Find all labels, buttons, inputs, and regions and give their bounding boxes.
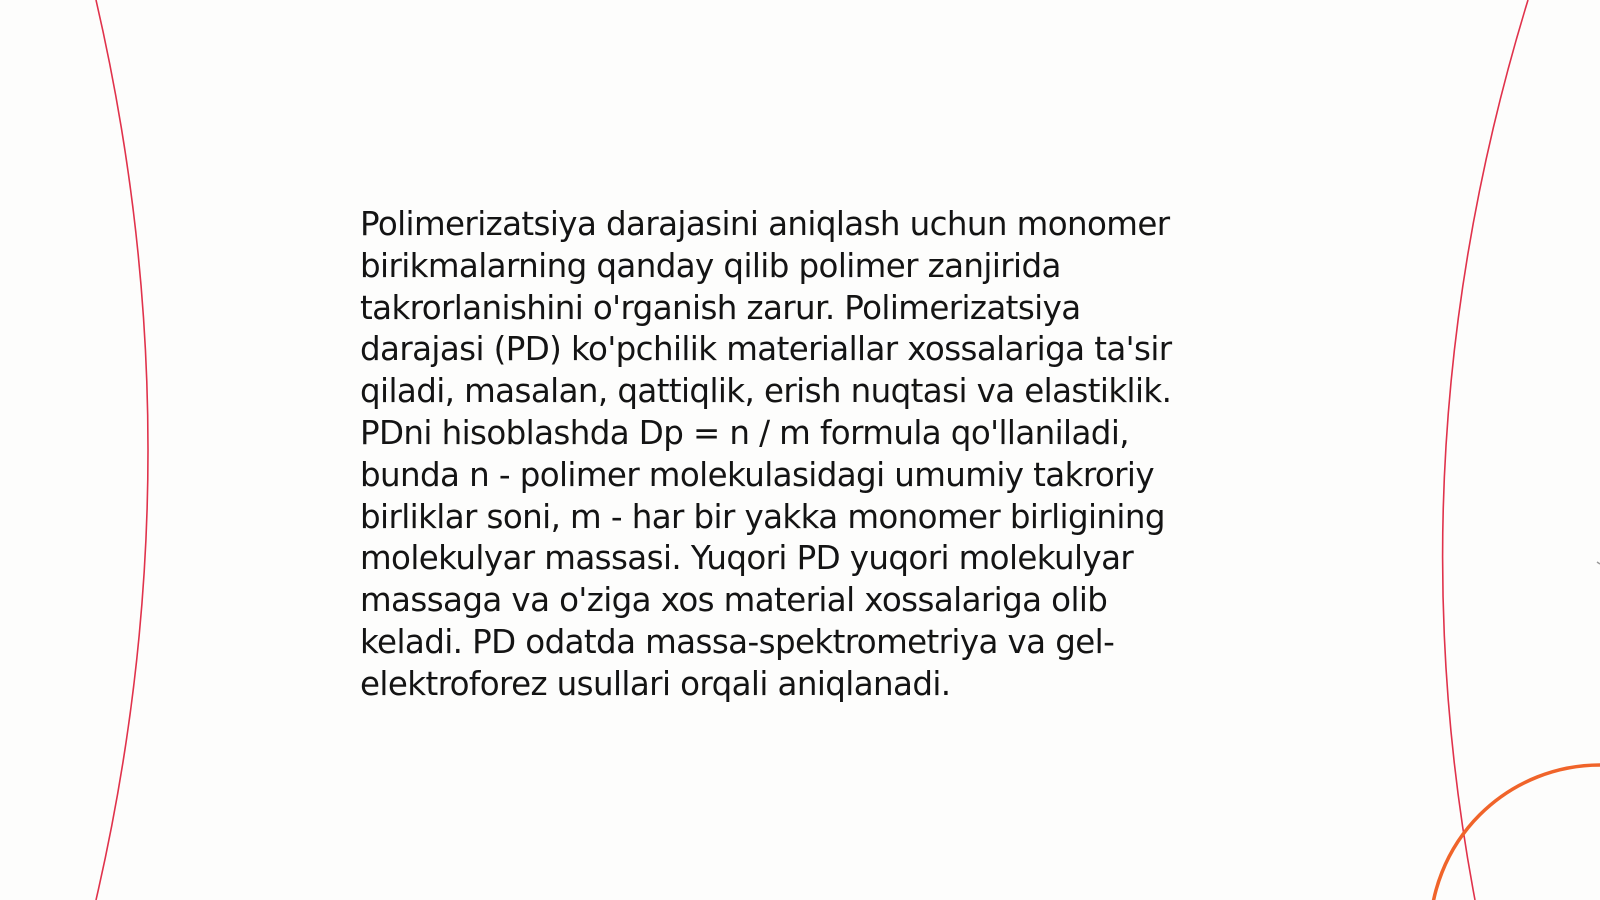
paragraph-line: molekulyar massasi. Yuqori PD yuqori molekulyar <box>360 539 1134 578</box>
paragraph-line: bunda n - polimer molekulasidagi umumiy takroriy <box>360 455 1154 494</box>
paragraph-line: elektroforez usullari orqali aniqlanadi. <box>360 664 951 703</box>
paragraph-line: darajasi (PD) ko'pchilik materiallar xossalariga ta'sir <box>360 330 1172 369</box>
paragraph-line: Polimerizatsiya darajasini aniqlash uchun monomer <box>360 205 1170 243</box>
right-curve <box>1443 0 1528 900</box>
paragraph-line: birliklar soni, m - har bir yakka monomer birligining <box>360 497 1165 536</box>
body-paragraph <box>360 204 1210 706</box>
orange-circle-arc <box>1430 765 1600 900</box>
paragraph-line: PDni hisoblashda Dp = n / m formula qo'llaniladi, <box>360 413 1129 452</box>
paragraph-line: takrorlanishini o'rganish zarur. Polimerizatsiya <box>360 288 1081 327</box>
paragraph-line: massaga va o'ziga xos material xossalariga olib <box>360 581 1108 620</box>
paragraph-line: birikmalarning qanday qilib polimer zanjirida <box>360 246 1061 285</box>
paragraph-line: keladi. PD odatda massa-spektrometriya va gel- <box>360 622 1115 661</box>
paragraph-line: qiladi, masalan, qattiqlik, erish nuqtasi va elastiklik. <box>360 372 1172 411</box>
left-curve <box>96 0 148 900</box>
